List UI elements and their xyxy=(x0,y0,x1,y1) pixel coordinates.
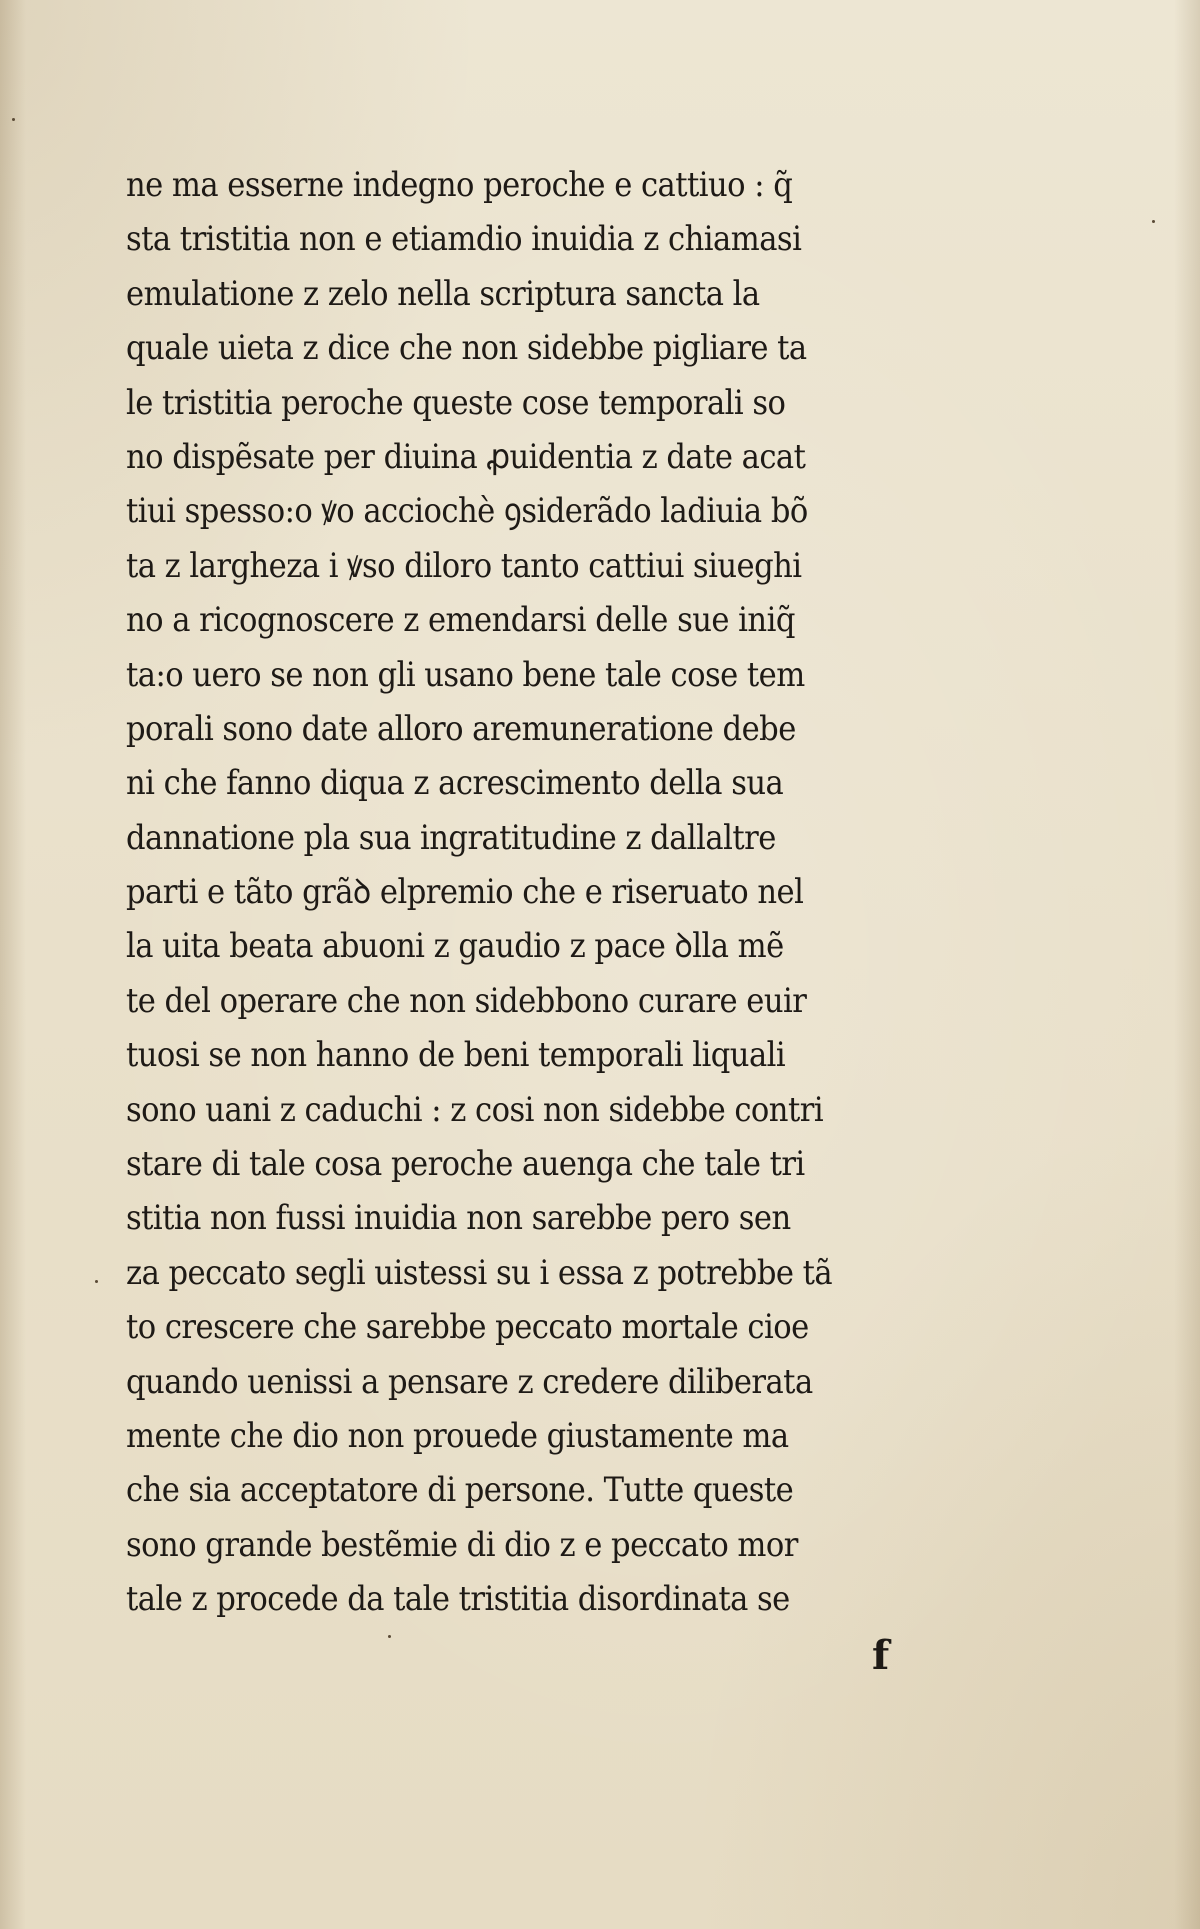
text-line: sono uani z caduchi : z cosi non sidebbe contri xyxy=(126,1089,824,1130)
text-line: dannatione pla sua ingratitudine z dallaltre xyxy=(126,817,776,858)
text-line: sono grande bestẽmie di dio z e peccato mor xyxy=(126,1524,798,1565)
right-page-edge-shade xyxy=(1174,0,1200,1929)
text-line: la uita beata abuoni z gaudio z pace ꝺlla mẽ xyxy=(126,926,784,967)
text-line: te del operare che non sidebbono curare euir xyxy=(126,980,807,1021)
text-line: ni che fanno diqua z acrescimento della sua xyxy=(126,763,784,804)
text-line: tale z procede da tale tristitia disordinata se xyxy=(126,1579,790,1620)
text-line: ne ma esserne indegno peroche e cattiuo : q̃ xyxy=(126,165,793,205)
text-line: tuosi se non hanno de beni temporali liquali xyxy=(126,1035,786,1076)
text-line: stitia non fussi inuidia non sarebbe pero sen xyxy=(126,1198,791,1239)
signature-mark: f xyxy=(872,1632,890,1679)
text-line: ta:o uero se non gli usano bene tale cose tem xyxy=(126,654,805,695)
ink-speck xyxy=(388,1635,391,1638)
text-line: za peccato segli uistessi su i essa z potrebbe tã xyxy=(126,1252,833,1293)
text-line: no dispẽsate per diuina ꝓuidentia z date acat xyxy=(126,436,806,477)
text-line: che sia acceptatore di persone. Tutte queste xyxy=(126,1470,794,1511)
text-line: to crescere che sarebbe peccato mortale cioe xyxy=(126,1307,809,1348)
text-line: quando uenissi a pensare z credere diliberata xyxy=(126,1361,813,1402)
left-page-edge-shade xyxy=(0,0,26,1929)
ink-speck xyxy=(95,1280,98,1283)
text-line: ta z largheza i ꝟso diloro tanto cattiui siueghi xyxy=(126,545,802,586)
text-block xyxy=(126,158,966,1627)
text-line: mente che dio non prouede giustamente ma xyxy=(126,1415,789,1456)
ink-speck xyxy=(1152,220,1155,223)
text-line: porali sono date alloro aremuneratione debe xyxy=(126,708,796,749)
text-line: tiui spesso:o ꝟo acciochè ꝯsiderãdo ladiuia bõ xyxy=(126,491,808,532)
text-line: emulatione z zelo nella scriptura sancta la xyxy=(126,273,760,314)
ink-speck xyxy=(12,118,15,121)
text-line: parti e tãto grãꝺ elpremio che e riseruato nel xyxy=(126,872,804,913)
text-line: quale uieta z dice che non sidebbe pigliare ta xyxy=(126,328,807,369)
text-line: le tristitia peroche queste cose temporali so xyxy=(126,382,786,423)
text-line: sta tristitia non e etiamdio inuidia z chiamasi xyxy=(126,219,802,260)
text-line: stare di tale cosa peroche auenga che tale tri xyxy=(126,1144,805,1185)
text-line: no a ricognoscere z emendarsi delle sue iniq̃ xyxy=(126,600,795,641)
